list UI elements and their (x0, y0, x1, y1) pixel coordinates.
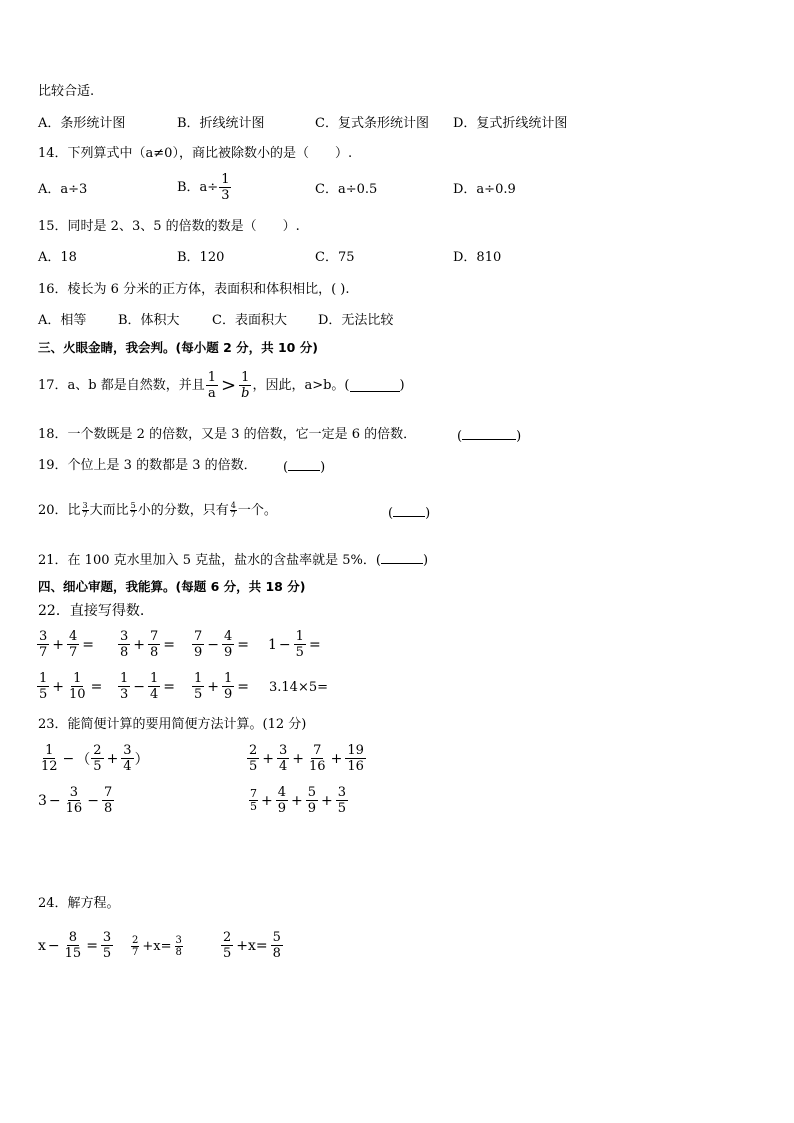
fraction-denominator: 8 (175, 947, 182, 958)
q19-open-paren: ( (283, 460, 289, 475)
q24-equation-3 (220, 930, 284, 961)
q17-suffix: ，因此，a>b。( (252, 377, 350, 393)
fraction-numerator: 4 (69, 629, 78, 644)
fraction-denominator: 9 (224, 645, 233, 660)
fraction-numerator: 3 (279, 743, 288, 758)
whole-number: 3 (38, 792, 47, 809)
q18-answer (457, 427, 521, 445)
fraction (294, 629, 306, 660)
fraction-denominator: 5 (39, 687, 48, 702)
fraction-numerator: 4 (224, 629, 233, 644)
fraction (192, 671, 204, 702)
fraction-numerator: 1 (45, 743, 54, 758)
fraction-denominator: 9 (307, 801, 317, 816)
q20-open-paren: ( (388, 506, 394, 521)
operator: + (321, 792, 333, 809)
fraction-denominator: 3 (120, 687, 129, 702)
fraction-numerator: 1 (241, 370, 250, 385)
q14-option-d[interactable]: D．a÷0.9 (453, 182, 516, 197)
q19-answer-blank[interactable] (288, 458, 320, 471)
q20-fraction-2 (130, 502, 137, 519)
q23-stem: 23．能简便计算的要用简便方法计算。(12 分) (38, 717, 307, 732)
q18-close-paren: ) (516, 429, 522, 444)
q18-open-paren: ( (457, 429, 463, 444)
fraction-denominator: 9 (194, 645, 203, 660)
q21-text: 21．在 100 克水里加入 5 克盐，盐水的含盐率就是 5%．( (38, 553, 381, 568)
q17-close-paren: ) (399, 377, 405, 393)
fraction-numerator: 1 (207, 370, 217, 385)
q22-expr-8 (269, 680, 328, 695)
q15-option-b[interactable]: B．120 (177, 250, 225, 265)
fraction-numerator: 2 (249, 743, 258, 758)
fraction-denominator: 8 (120, 645, 129, 660)
q16-stem: 16．棱长为 6 分米的正方体，表面积和体积相比，( ). (38, 282, 350, 297)
fraction-numerator: 3 (337, 785, 347, 800)
fraction-numerator: 1 (224, 671, 233, 686)
q16-option-c[interactable]: C．表面积大 (212, 313, 287, 328)
fraction-numerator: 5 (130, 501, 136, 510)
fraction (67, 629, 79, 660)
operator: + (133, 636, 146, 653)
q18-text: 18．一个数既是 2 的倍数，又是 3 的倍数，它一定是 6 的倍数． (38, 427, 417, 442)
fraction-numerator: 3 (39, 629, 48, 644)
q15-stem: 15．同时是 2、3、5 的倍数的数是（ ）. (38, 219, 300, 234)
fraction-denominator: 5 (337, 801, 347, 816)
right-paren: ） (134, 751, 149, 768)
fraction (148, 629, 160, 660)
fraction (148, 671, 160, 702)
fraction-denominator: 7 (230, 510, 236, 519)
fraction-numerator: 3 (82, 501, 88, 510)
fraction-denominator: 8 (103, 801, 113, 816)
q14-option-b[interactable] (177, 172, 232, 203)
q16-option-b[interactable]: B．体积大 (118, 313, 180, 328)
q23-expr-2 (246, 743, 367, 774)
q20-part2: 大而比 (89, 502, 129, 518)
fraction (247, 743, 259, 774)
fraction-denominator: 9 (224, 687, 233, 702)
operator: + (292, 750, 305, 767)
equals-sign: = (237, 678, 250, 695)
equals-sign: = (86, 937, 98, 954)
q22-stem: 22．直接写得数. (38, 603, 145, 619)
fraction (345, 743, 366, 774)
q22-expr-4 (268, 629, 323, 660)
section-3-heading: 三、火眼金睛，我会判。(每小题 2 分，共 10 分) (38, 340, 318, 355)
q23-expr-1 (38, 743, 149, 774)
fraction-numerator: 7 (103, 785, 113, 800)
fraction-numerator: 1 (295, 629, 304, 644)
decimal-expression: 3.14×5= (269, 680, 329, 695)
q20-close-paren: ) (425, 506, 431, 521)
q22-expr-1 (36, 629, 96, 660)
q14-option-b-fraction (219, 172, 231, 203)
fraction-denominator: 5 (249, 759, 258, 774)
fraction-numerator: 5 (272, 930, 281, 945)
fraction (192, 629, 204, 660)
operator: + (291, 792, 303, 809)
operator: − (62, 750, 75, 767)
q24-equation-2 (130, 935, 184, 958)
fraction-numerator: 2 (132, 935, 139, 946)
fraction-denominator: 5 (250, 800, 257, 813)
fraction (307, 743, 328, 774)
q20-part1: 20．比 (38, 502, 81, 518)
q18-answer-blank[interactable] (462, 427, 516, 440)
q14-stem: 14．下列算式中（a≠0），商比被除数小的是（ ）. (38, 146, 353, 161)
operator: − (48, 792, 61, 809)
fraction-denominator: 8 (150, 645, 159, 660)
q16-option-d[interactable]: D．无法比较 (318, 313, 394, 328)
q24-equation-1 (38, 930, 114, 961)
operator: − (133, 678, 146, 695)
q23-expr-4 (248, 785, 349, 816)
fraction-denominator: 7 (39, 645, 48, 660)
q22-expr-5 (36, 671, 104, 702)
fraction-numerator: 1 (73, 671, 82, 686)
q20-part3: 小的分数，只有 (137, 502, 229, 518)
fraction-numerator: 1 (221, 172, 230, 187)
fraction (131, 935, 139, 958)
whole-number: 1 (268, 636, 277, 653)
fraction (249, 788, 258, 813)
fraction (67, 671, 88, 702)
operator: − (207, 636, 220, 653)
section-4-heading: 四、细心审题，我能算。(每题 6 分，共 18 分) (38, 579, 306, 594)
operator: + (262, 750, 275, 767)
fraction-denominator: 7 (69, 645, 78, 660)
fraction (222, 671, 234, 702)
fraction (91, 743, 103, 774)
fraction-denominator: 4 (279, 759, 288, 774)
q22-expr-7 (191, 671, 251, 702)
fraction-denominator: 7 (130, 510, 136, 519)
q16-option-a[interactable]: A．相等 (38, 313, 87, 328)
fraction-numerator: 2 (223, 930, 232, 945)
q15-option-a[interactable]: A．18 (38, 250, 77, 265)
q22-expr-6 (117, 671, 177, 702)
q17-gt-sign: > (221, 374, 237, 396)
fraction (63, 930, 84, 961)
fraction-numerator: 7 (150, 629, 159, 644)
fraction-numerator: 5 (307, 785, 317, 800)
fraction (306, 785, 318, 816)
operator: + (330, 750, 343, 767)
fraction-numerator: 1 (150, 671, 159, 686)
q20 (38, 502, 277, 519)
operator: − (278, 636, 291, 653)
q15-option-d[interactable]: D．810 (453, 250, 502, 265)
fraction (101, 930, 113, 961)
q21 (38, 551, 428, 569)
fraction-numerator: 3 (102, 930, 112, 945)
fraction (276, 785, 288, 816)
equals-sign: = (90, 678, 103, 695)
fraction (221, 930, 233, 961)
q20-fraction-1 (82, 502, 89, 519)
fraction-denominator: 5 (102, 946, 112, 961)
q13-option-a[interactable]: A．条形统计图 (38, 116, 126, 131)
q21-answer-blank[interactable] (381, 551, 423, 564)
q21-close-paren: ) (422, 553, 429, 568)
operator: + (52, 678, 65, 695)
q24-stem: 24．解方程。 (38, 896, 120, 911)
equals-sign: = (82, 636, 95, 653)
fraction-numerator: 4 (277, 785, 287, 800)
operator: +x= (142, 939, 172, 954)
q14-option-a[interactable]: A．a÷3 (38, 182, 88, 197)
fraction (175, 935, 183, 958)
operator: + (106, 750, 119, 767)
fraction-numerator: 3 (69, 785, 79, 800)
operator: − (87, 792, 99, 809)
fraction-denominator: 5 (194, 687, 203, 702)
fraction-numerator: 19 (347, 743, 364, 758)
fraction-denominator: 4 (123, 759, 132, 774)
fraction (102, 785, 114, 816)
operator: +x= (236, 937, 268, 954)
fraction-numerator: 3 (175, 935, 182, 946)
fraction-denominator: 8 (272, 946, 281, 961)
fraction (118, 629, 130, 660)
operator: + (207, 678, 220, 695)
fraction-numerator: 7 (250, 787, 257, 800)
fraction (222, 629, 234, 660)
q17-prefix: 17．a、b 都是自然数，并且 (38, 377, 205, 393)
fraction (64, 785, 85, 816)
equals-sign: = (163, 678, 176, 695)
operator: + (261, 792, 273, 809)
fraction (39, 743, 60, 774)
q19-answer (283, 458, 325, 476)
fraction-numerator: 7 (194, 629, 203, 644)
fraction-numerator: 3 (123, 743, 132, 758)
q23-expr-3 (38, 785, 115, 816)
fraction-numerator: 3 (120, 629, 129, 644)
q19-close-paren: ) (320, 460, 326, 475)
q22-expr-2 (117, 629, 177, 660)
fraction (271, 930, 283, 961)
fraction-denominator: 16 (65, 801, 83, 816)
q20-part4: 一个。 (237, 502, 277, 518)
fraction-denominator: 4 (150, 687, 159, 702)
fraction (336, 785, 348, 816)
fraction-numerator: 1 (120, 671, 129, 686)
q20-answer (388, 504, 430, 522)
q20-fraction-3 (230, 502, 237, 519)
q13-option-b[interactable]: B．折线统计图 (177, 116, 265, 131)
fraction-denominator: 3 (221, 188, 230, 203)
fraction-denominator: 12 (41, 759, 58, 774)
fraction-denominator: b (241, 386, 250, 401)
q17-fraction-1 (206, 370, 218, 401)
fraction-numerator: 1 (194, 671, 203, 686)
operator: − (47, 937, 60, 954)
fraction-denominator: 16 (309, 759, 326, 774)
equals-sign: = (163, 636, 176, 653)
fraction-numerator: 8 (68, 930, 78, 945)
fraction-denominator: 9 (277, 801, 287, 816)
fraction (277, 743, 289, 774)
fraction-denominator: 15 (64, 946, 82, 961)
fraction-numerator: 1 (39, 671, 48, 686)
fraction-denominator: 16 (347, 759, 364, 774)
variable-x: x (38, 937, 46, 954)
fraction-denominator: 7 (132, 947, 139, 958)
q14-option-b-label: B．a÷ (177, 179, 219, 195)
left-paren: （ (76, 751, 91, 768)
fraction-numerator: 7 (313, 743, 322, 758)
fraction-denominator: a (208, 386, 216, 401)
fraction (118, 671, 130, 702)
fraction-numerator: 2 (93, 743, 102, 758)
q17-answer-blank[interactable] (350, 379, 400, 392)
q17-fraction-2 (239, 370, 251, 401)
q14-option-c[interactable]: C．a÷0.5 (315, 182, 378, 197)
fraction-numerator: 4 (230, 501, 236, 510)
fraction (121, 743, 133, 774)
fraction (37, 629, 49, 660)
equals-sign: = (308, 636, 321, 653)
q13-option-d[interactable]: D．复式折线统计图 (453, 116, 568, 131)
fraction-denominator: 5 (93, 759, 102, 774)
q13-tail: 比较合适. (38, 84, 95, 99)
q15-option-c[interactable]: C．75 (315, 250, 355, 265)
fraction-denominator: 10 (69, 687, 86, 702)
q19-text: 19．个位上是 3 的数都是 3 的倍数． (38, 458, 257, 473)
fraction-denominator: 5 (223, 946, 232, 961)
q13-option-c[interactable]: C．复式条形统计图 (315, 116, 429, 131)
q20-answer-blank[interactable] (393, 504, 425, 517)
fraction-denominator: 7 (82, 510, 88, 519)
operator: + (52, 636, 65, 653)
fraction-denominator: 5 (295, 645, 304, 660)
q22-expr-3 (191, 629, 251, 660)
q17 (38, 370, 405, 401)
equals-sign: = (237, 636, 250, 653)
fraction (37, 671, 49, 702)
